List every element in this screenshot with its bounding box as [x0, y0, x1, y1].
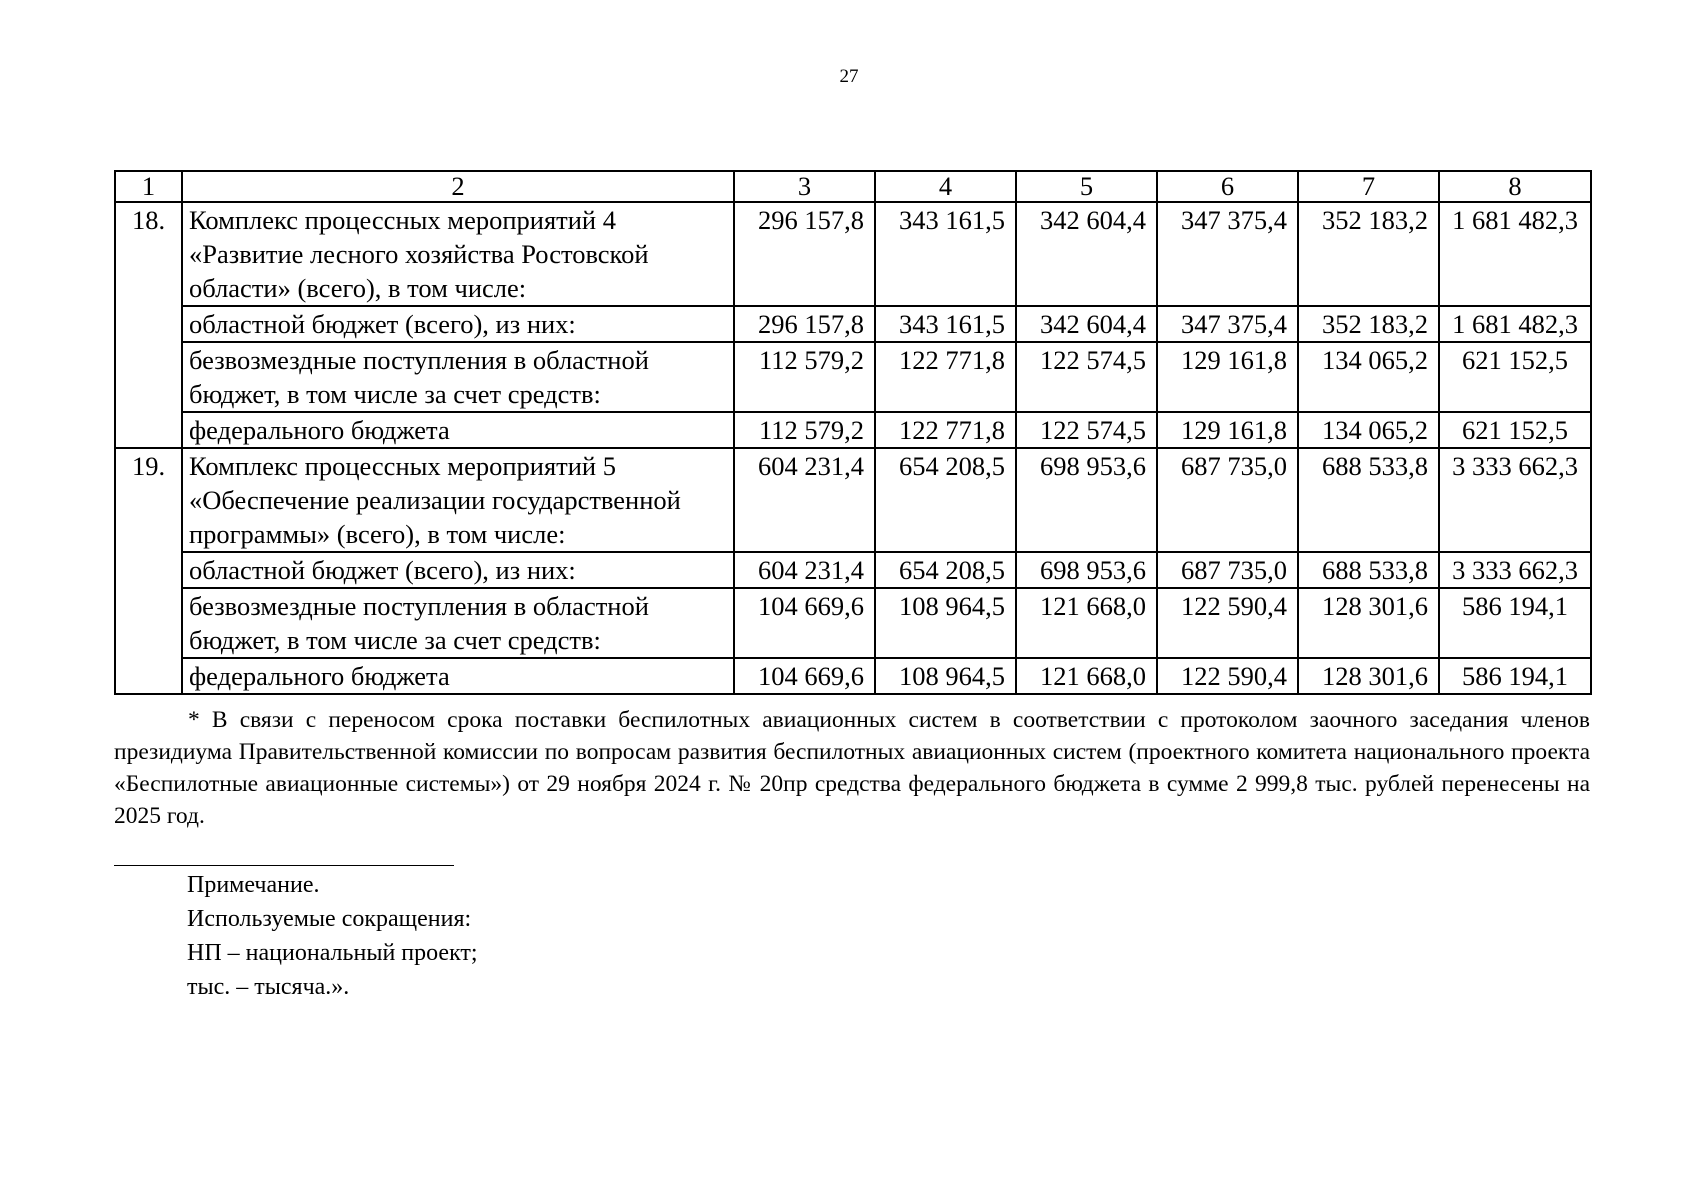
value-cell: 121 668,0 [1016, 658, 1157, 694]
notes-subtitle: Используемые сокращения: [187, 906, 472, 932]
value-cell: 621 152,5 [1439, 412, 1591, 448]
footnote-text: * В связи с переносом срока поставки беспилотных авиационных систем в соответствии с протоколом заочного заседания членов президиума Правительственной комиссии по вопросам развития беспилотных авиационных систем (проектного комитета национального проекта «Беспилотные авиационные системы») от 29 ноября 2024 г. № 20пр средства федерального бюджета в сумме 2 999,8 тыс. рублей перенесены на 2025 год. [114, 707, 1590, 829]
table-row [115, 202, 1591, 306]
value-cell: 134 065,2 [1298, 342, 1439, 412]
value-cell: 122 574,5 [1016, 412, 1157, 448]
value-cell: 342 604,4 [1016, 306, 1157, 342]
table-header-row [115, 171, 1591, 202]
value-cell: 296 157,8 [734, 306, 875, 342]
table-row [115, 412, 1591, 448]
value-cell: 698 953,6 [1016, 552, 1157, 588]
value-cell: 352 183,2 [1298, 306, 1439, 342]
notes-title: Примечание. [187, 872, 320, 898]
footnote-separator [114, 865, 454, 866]
value-cell: 347 375,4 [1157, 202, 1298, 306]
row-label-cell: Комплекс процессных мероприятий 4 «Развитие лесного хозяйства Ростовской области» (всего), в том числе: [182, 202, 734, 306]
value-cell: 352 183,2 [1298, 202, 1439, 306]
budget-table [114, 170, 1592, 695]
value-cell: 654 208,5 [875, 552, 1016, 588]
row-label-cell: областной бюджет (всего), из них: [182, 306, 734, 342]
value-cell: 108 964,5 [875, 658, 1016, 694]
value-cell: 3 333 662,3 [1439, 448, 1591, 552]
row-label-cell: областной бюджет (всего), из них: [182, 552, 734, 588]
header-cell: 7 [1298, 171, 1439, 202]
value-cell: 122 590,4 [1157, 658, 1298, 694]
table-row [115, 588, 1591, 658]
value-cell: 586 194,1 [1439, 588, 1591, 658]
value-cell: 688 533,8 [1298, 552, 1439, 588]
value-cell: 604 231,4 [734, 448, 875, 552]
table-row [115, 448, 1591, 552]
row-label-cell: безвозмездные поступления в областной бюджет, в том числе за счет средств: [182, 342, 734, 412]
row-number-cell: 19. [115, 448, 182, 694]
page-number: 27 [839, 66, 859, 87]
table-row [115, 306, 1591, 342]
value-cell: 112 579,2 [734, 342, 875, 412]
value-cell: 343 161,5 [875, 202, 1016, 306]
value-cell: 129 161,8 [1157, 342, 1298, 412]
value-cell: 122 574,5 [1016, 342, 1157, 412]
value-cell: 688 533,8 [1298, 448, 1439, 552]
row-label-cell: федерального бюджета [182, 412, 734, 448]
value-cell: 122 771,8 [875, 412, 1016, 448]
header-cell: 5 [1016, 171, 1157, 202]
value-cell: 604 231,4 [734, 552, 875, 588]
value-cell: 687 735,0 [1157, 552, 1298, 588]
row-label-cell: Комплекс процессных мероприятий 5 «Обеспечение реализации государственной программы» (всего), в том числе: [182, 448, 734, 552]
value-cell: 586 194,1 [1439, 658, 1591, 694]
value-cell: 122 771,8 [875, 342, 1016, 412]
header-cell: 1 [115, 171, 182, 202]
value-cell: 654 208,5 [875, 448, 1016, 552]
value-cell: 134 065,2 [1298, 412, 1439, 448]
row-label-cell: федерального бюджета [182, 658, 734, 694]
value-cell: 122 590,4 [1157, 588, 1298, 658]
header-cell: 8 [1439, 171, 1591, 202]
value-cell: 698 953,6 [1016, 448, 1157, 552]
value-cell: 121 668,0 [1016, 588, 1157, 658]
value-cell: 296 157,8 [734, 202, 875, 306]
table-row [115, 552, 1591, 588]
row-label-cell: безвозмездные поступления в областной бюджет, в том числе за счет средств: [182, 588, 734, 658]
value-cell: 112 579,2 [734, 412, 875, 448]
value-cell: 128 301,6 [1298, 588, 1439, 658]
value-cell: 343 161,5 [875, 306, 1016, 342]
header-cell: 4 [875, 171, 1016, 202]
notes-block [187, 868, 478, 1004]
value-cell: 104 669,6 [734, 658, 875, 694]
table-row [115, 658, 1591, 694]
header-cell: 6 [1157, 171, 1298, 202]
value-cell: 129 161,8 [1157, 412, 1298, 448]
notes-item: тыс. – тысяча.». [187, 974, 350, 1000]
value-cell: 347 375,4 [1157, 306, 1298, 342]
header-cell: 3 [734, 171, 875, 202]
row-number-cell: 18. [115, 202, 182, 448]
value-cell: 342 604,4 [1016, 202, 1157, 306]
value-cell: 3 333 662,3 [1439, 552, 1591, 588]
value-cell: 128 301,6 [1298, 658, 1439, 694]
value-cell: 108 964,5 [875, 588, 1016, 658]
value-cell: 104 669,6 [734, 588, 875, 658]
value-cell: 1 681 482,3 [1439, 306, 1591, 342]
table-body [115, 171, 1591, 694]
notes-item: НП – национальный проект; [187, 940, 478, 966]
value-cell: 621 152,5 [1439, 342, 1591, 412]
header-cell: 2 [182, 171, 734, 202]
value-cell: 687 735,0 [1157, 448, 1298, 552]
table-row [115, 342, 1591, 412]
value-cell: 1 681 482,3 [1439, 202, 1591, 306]
